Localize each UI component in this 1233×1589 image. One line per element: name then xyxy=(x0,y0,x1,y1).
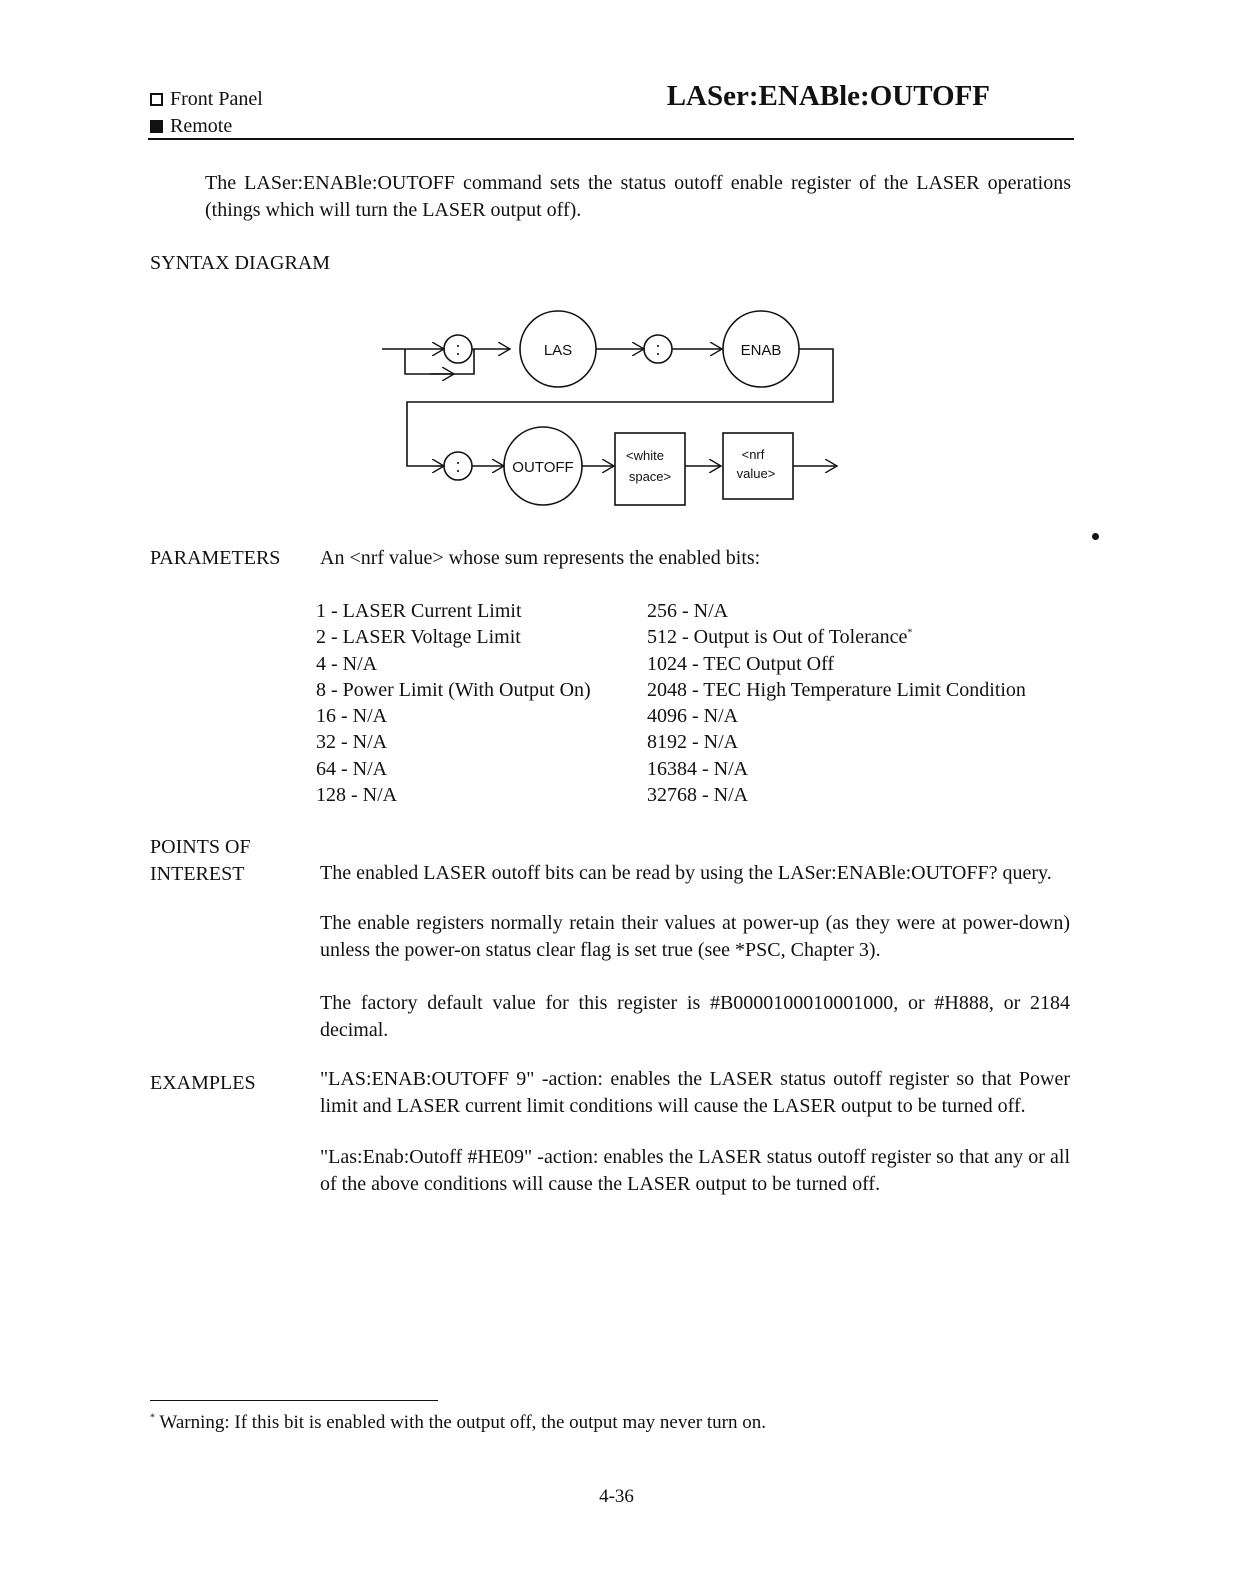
colon-token-2: : xyxy=(655,339,661,359)
bit-item: 32768 - N/A xyxy=(647,784,749,807)
front-panel-row xyxy=(150,86,263,113)
empty-checkbox-icon xyxy=(150,93,163,106)
bit-item: 1024 - TEC Output Off xyxy=(647,652,835,675)
bit-item: 64 - N/A xyxy=(316,757,388,780)
remote-label: Remote xyxy=(170,115,233,137)
bit-item-text: 512 - Output is Out of Tolerance xyxy=(647,626,908,649)
colon-token-1: : xyxy=(455,339,461,359)
footnote-rule xyxy=(150,1400,438,1401)
header-rule xyxy=(148,138,1074,140)
example-1: "LAS:ENAB:OUTOFF 9" -action: enables the LASER status outoff register so that Power limit and LASER current limit conditions will cause the LASER output to be turned off. xyxy=(320,1068,1070,1117)
front-panel-label: Front Panel xyxy=(170,88,263,110)
poi-label-line-2: INTEREST xyxy=(150,863,245,885)
example-2: "Las:Enab:Outoff #HE09" -action: enables the LASER status outoff register so that any or all of the above conditions will cause the LASER output to be turned off. xyxy=(320,1146,1070,1195)
filled-checkbox-icon xyxy=(150,120,163,133)
page-title: LASer:ENABle:OUTOFF xyxy=(666,80,990,112)
poi-paragraph-3: The factory default value for this register is #B0000100010001000, or #H888, or 2184 decimal. xyxy=(320,992,1070,1041)
footnote-mark: * xyxy=(907,627,913,639)
bit-item: 16384 - N/A xyxy=(647,757,749,780)
las-token: LAS xyxy=(543,342,573,359)
poi-paragraph-1: The enabled LASER outoff bits can be read by using the LASer:ENABle:OUTOFF? query. xyxy=(320,862,1052,884)
command-description: The LASer:ENABle:OUTOFF command sets the status outoff enable register of the LASER operations (things which will turn the LASER output off). xyxy=(205,172,1071,221)
bit-item: 8192 - N/A xyxy=(647,731,739,754)
bit-item: 8 - Power Limit (With Output On) xyxy=(316,678,591,701)
bit-item: 32 - N/A xyxy=(316,731,388,754)
poi-label-line-1: POINTS OF xyxy=(150,836,251,858)
outoff-token: OUTOFF xyxy=(512,459,574,476)
syntax-diagram-label: SYNTAX DIAGRAM xyxy=(150,252,331,274)
white-space-line-1: <white xyxy=(626,448,664,463)
bit-item: 2048 - TEC High Temperature Limit Condition xyxy=(647,678,1026,701)
parameters-label: PARAMETERS xyxy=(150,547,281,569)
nrf-value-line-1: <nrf xyxy=(741,447,765,462)
header-mode-list xyxy=(150,86,263,140)
margin-bullet-icon xyxy=(1092,533,1099,540)
examples-label: EXAMPLES xyxy=(150,1072,256,1094)
bit-item: 2 - LASER Voltage Limit xyxy=(316,626,521,649)
footnote xyxy=(150,1412,766,1434)
nrf-value-line-2: value> xyxy=(736,466,776,481)
footnote-mark: * xyxy=(150,1412,155,1424)
page-number: 4-36 xyxy=(599,1486,634,1507)
parameters-intro: An <nrf value> whose sum represents the enabled bits: xyxy=(320,547,761,569)
colon-token-3: : xyxy=(455,456,461,476)
bit-column-left xyxy=(316,598,591,808)
bit-item: 4 - N/A xyxy=(316,652,378,675)
bit-item: 1 - LASER Current Limit xyxy=(316,600,522,622)
bit-column-right xyxy=(647,598,1026,808)
white-space-line-2: space> xyxy=(628,469,672,484)
bit-item: 128 - N/A xyxy=(316,784,398,807)
bit-item: 256 - N/A xyxy=(647,600,729,622)
poi-paragraph-2: The enable registers normally retain their values at power-up (as they were at power-down) unless the power-on status clear flag is set true (see *PSC, Chapter 3). xyxy=(320,912,1070,961)
remote-row xyxy=(150,113,263,140)
points-of-interest-label xyxy=(150,834,251,888)
bit-item: 16 - N/A xyxy=(316,705,388,728)
footnote-text: Warning: If this bit is enabled with the output off, the output may never turn on. xyxy=(159,1412,766,1433)
syntax-diagram xyxy=(370,300,870,515)
bit-item xyxy=(647,624,1026,650)
bit-item: 4096 - N/A xyxy=(647,705,739,728)
enab-token: ENAB xyxy=(740,342,782,359)
